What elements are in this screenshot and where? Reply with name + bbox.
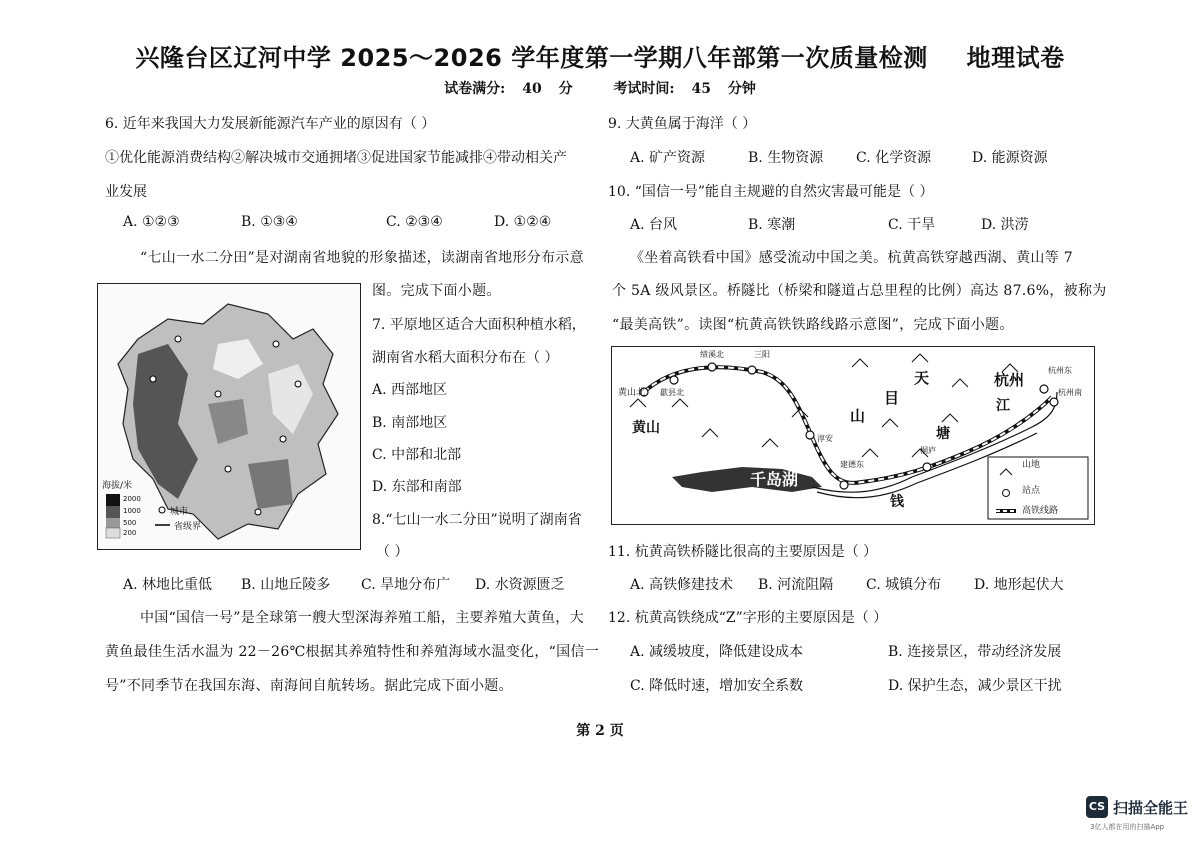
place-mu: 目 bbox=[884, 389, 900, 407]
camscanner-name: 扫描全能王 bbox=[1113, 799, 1189, 817]
q6-option-a[interactable]: A. ①②③ bbox=[123, 214, 180, 230]
q6-options bbox=[123, 214, 551, 230]
q9-options bbox=[630, 147, 1048, 167]
passage-rail-line-2: 个 5A 级风景区。桥隧比（桥梁和隧道占总里程的比例）高达 87.6%，被称为 bbox=[612, 283, 1107, 299]
camscanner-tagline: 3亿人都在用的扫描App bbox=[1090, 823, 1165, 831]
place-tang: 塘 bbox=[936, 426, 950, 442]
q8-stem-2: （ ） bbox=[376, 544, 409, 560]
station-hangzhoudong: 杭州东 bbox=[1048, 366, 1072, 375]
camscanner-logo-icon: CS bbox=[1086, 796, 1108, 818]
station-tonglu: 桐庐 bbox=[920, 446, 936, 455]
q11-options bbox=[630, 574, 1064, 594]
q9-option-a[interactable]: A. 矿产资源 bbox=[630, 150, 706, 166]
q10-option-d[interactable]: D. 洪涝 bbox=[981, 217, 1029, 233]
q8-option-a[interactable]: A. 林地比重低 bbox=[123, 577, 213, 593]
station-jiandedong: 建德东 bbox=[840, 460, 864, 469]
exam-title bbox=[0, 38, 1200, 73]
score-unit: 分 bbox=[558, 81, 573, 97]
q11-option-c[interactable]: C. 城镇分布 bbox=[866, 577, 942, 593]
station-jixibei: 绩溪北 bbox=[700, 350, 724, 359]
q12-option-d[interactable]: D. 保护生态，减少景区干扰 bbox=[888, 678, 1062, 694]
legend-mountain-label: 山地 bbox=[1022, 460, 1041, 470]
place-tian: 天 bbox=[914, 369, 930, 387]
exam-info bbox=[0, 78, 1200, 98]
place-qiandaohu: 千岛湖 bbox=[750, 470, 799, 489]
q7-stem-2: 湖南省水稻大面积分布在（ ） bbox=[372, 350, 559, 366]
hanghuang-rail-map bbox=[611, 346, 1095, 525]
q8-option-c[interactable]: C. 旱地分布广 bbox=[361, 577, 451, 593]
station-chunan: 淳安 bbox=[817, 434, 833, 443]
q10-option-c[interactable]: C. 干旱 bbox=[888, 217, 936, 233]
passage-hunan-line-2: 图。完成下面小题。 bbox=[372, 283, 501, 299]
q7-stem-1: 7. 平原地区适合大面积种植水稻， bbox=[372, 317, 586, 333]
place-jiang: 江 bbox=[996, 398, 1010, 414]
q12-option-b[interactable]: B. 连接景区，带动经济发展 bbox=[888, 644, 1062, 660]
q10-options bbox=[630, 214, 1029, 234]
q9-option-b[interactable]: B. 生物资源 bbox=[748, 150, 824, 166]
q10-stem: 10. “国信一号”能自主规避的自然灾害最可能是（ ） bbox=[608, 184, 934, 200]
legend-border-label: 省级界 bbox=[174, 522, 202, 532]
q6-option-c[interactable]: C. ②③④ bbox=[386, 214, 443, 230]
station-sanyang: 三阳 bbox=[754, 350, 770, 359]
place-shan: 山 bbox=[850, 407, 866, 425]
passage-rail-line-1: 《坐着高铁看中国》感受流动中国之美。杭黄高铁穿越西湖、黄山等 7 bbox=[630, 250, 1073, 266]
q10-option-b[interactable]: B. 寒潮 bbox=[748, 217, 796, 233]
station-hangzhounan: 杭州南 bbox=[1058, 388, 1082, 397]
elevation-tick-2: 500 bbox=[123, 519, 137, 527]
passage-guoxin-line-3: 号”不同季节在我国东海、南海间自航转场。据此完成下面小题。 bbox=[105, 678, 513, 694]
q12-option-a[interactable]: A. 减缓坡度，降低建设成本 bbox=[630, 644, 804, 660]
q7-option-b[interactable]: B. 南部地区 bbox=[372, 415, 448, 431]
passage-guoxin-line-2: 黄鱼最佳生活水温为 22－26℃根据其养殖特性和养殖海域水温变化，“国信一 bbox=[105, 644, 599, 660]
passage-rail-line-3: “最美高铁”。读图“杭黄高铁铁路线路示意图”，完成下面小题。 bbox=[612, 317, 1014, 333]
q6-option-b[interactable]: B. ①③④ bbox=[241, 214, 298, 230]
q6-detail-1: ①优化能源消费结构②解决城市交通拥堵③促进国家节能减排④带动相关产 bbox=[105, 150, 567, 166]
q7-option-a[interactable]: A. 西部地区 bbox=[372, 382, 448, 398]
elevation-legend-title: 海拔/米 bbox=[102, 481, 133, 491]
q11-option-d[interactable]: D. 地形起伏大 bbox=[974, 577, 1064, 593]
q12-options-row-1 bbox=[630, 641, 1061, 661]
q11-option-b[interactable]: B. 河流阻隔 bbox=[758, 577, 834, 593]
q8-option-d[interactable]: D. 水资源匮乏 bbox=[475, 577, 565, 593]
q8-option-b[interactable]: B. 山地丘陵多 bbox=[241, 577, 331, 593]
legend-rail-label: 高铁线路 bbox=[1022, 506, 1059, 516]
passage-guoxin-line-1: 中国“国信一号”是全球第一艘大型深海养殖工船，主要养殖大黄鱼，大 bbox=[140, 610, 584, 626]
station-huangshanbei: 黄山北 bbox=[618, 388, 646, 398]
elevation-tick-0: 2000 bbox=[123, 495, 141, 503]
time-unit: 分钟 bbox=[727, 81, 756, 97]
q9-option-c[interactable]: C. 化学资源 bbox=[856, 150, 932, 166]
q10-option-a[interactable]: A. 台风 bbox=[630, 217, 678, 233]
place-qian: 钱 bbox=[890, 494, 904, 510]
q6-stem: 6. 近年来我国大力发展新能源汽车产业的原因有（ ） bbox=[105, 116, 436, 132]
time-value: 45 bbox=[691, 81, 711, 97]
q8-options bbox=[123, 574, 565, 594]
elevation-tick-1: 1000 bbox=[123, 507, 141, 515]
q7-option-d[interactable]: D. 东部和南部 bbox=[372, 479, 462, 495]
q12-options-row-2 bbox=[630, 675, 1062, 695]
exam-title-main: 兴隆台区辽河中学 2025～2026 学年度第一学期八年部第一次质量检测 bbox=[135, 44, 928, 72]
time-label: 考试时间: bbox=[613, 81, 675, 97]
place-huangshan: 黄山 bbox=[632, 420, 660, 436]
q12-option-c[interactable]: C. 降低时速，增加安全系数 bbox=[630, 678, 804, 694]
q9-option-d[interactable]: D. 能源资源 bbox=[972, 150, 1048, 166]
q6-detail-2: 业发展 bbox=[105, 184, 147, 200]
legend-station-label: 站点 bbox=[1022, 486, 1041, 496]
full-score-value: 40 bbox=[522, 81, 542, 97]
q6-option-d[interactable]: D. ①②④ bbox=[494, 214, 552, 230]
passage-hunan-line-1: “七山一水二分田”是对湖南省地貌的形象描述，读湖南省地形分布示意 bbox=[140, 250, 584, 266]
place-hangzhou: 杭州 bbox=[994, 371, 1025, 389]
q7-option-c[interactable]: C. 中部和北部 bbox=[372, 447, 462, 463]
q8-stem-1: 8.“七山一水二分田”说明了湖南省 bbox=[372, 512, 582, 528]
elevation-tick-3: 200 bbox=[123, 529, 137, 537]
q11-option-a[interactable]: A. 高铁修建技术 bbox=[630, 577, 734, 593]
q9-stem: 9. 大黄鱼属于海洋（ ） bbox=[608, 116, 757, 132]
station-shexianbei: 歙县北 bbox=[660, 388, 684, 397]
q12-stem: 12. 杭黄高铁绕成“Z”字形的主要原因是（ ） bbox=[608, 610, 888, 626]
hunan-terrain-map bbox=[97, 283, 361, 550]
page-number: 第 2 页 bbox=[576, 723, 624, 739]
q11-stem: 11. 杭黄高铁桥隧比很高的主要原因是（ ） bbox=[608, 544, 878, 560]
legend-city-label: 城市 bbox=[170, 507, 189, 517]
full-score-label: 试卷满分: bbox=[444, 81, 506, 97]
exam-subject: 地理试卷 bbox=[966, 44, 1065, 72]
